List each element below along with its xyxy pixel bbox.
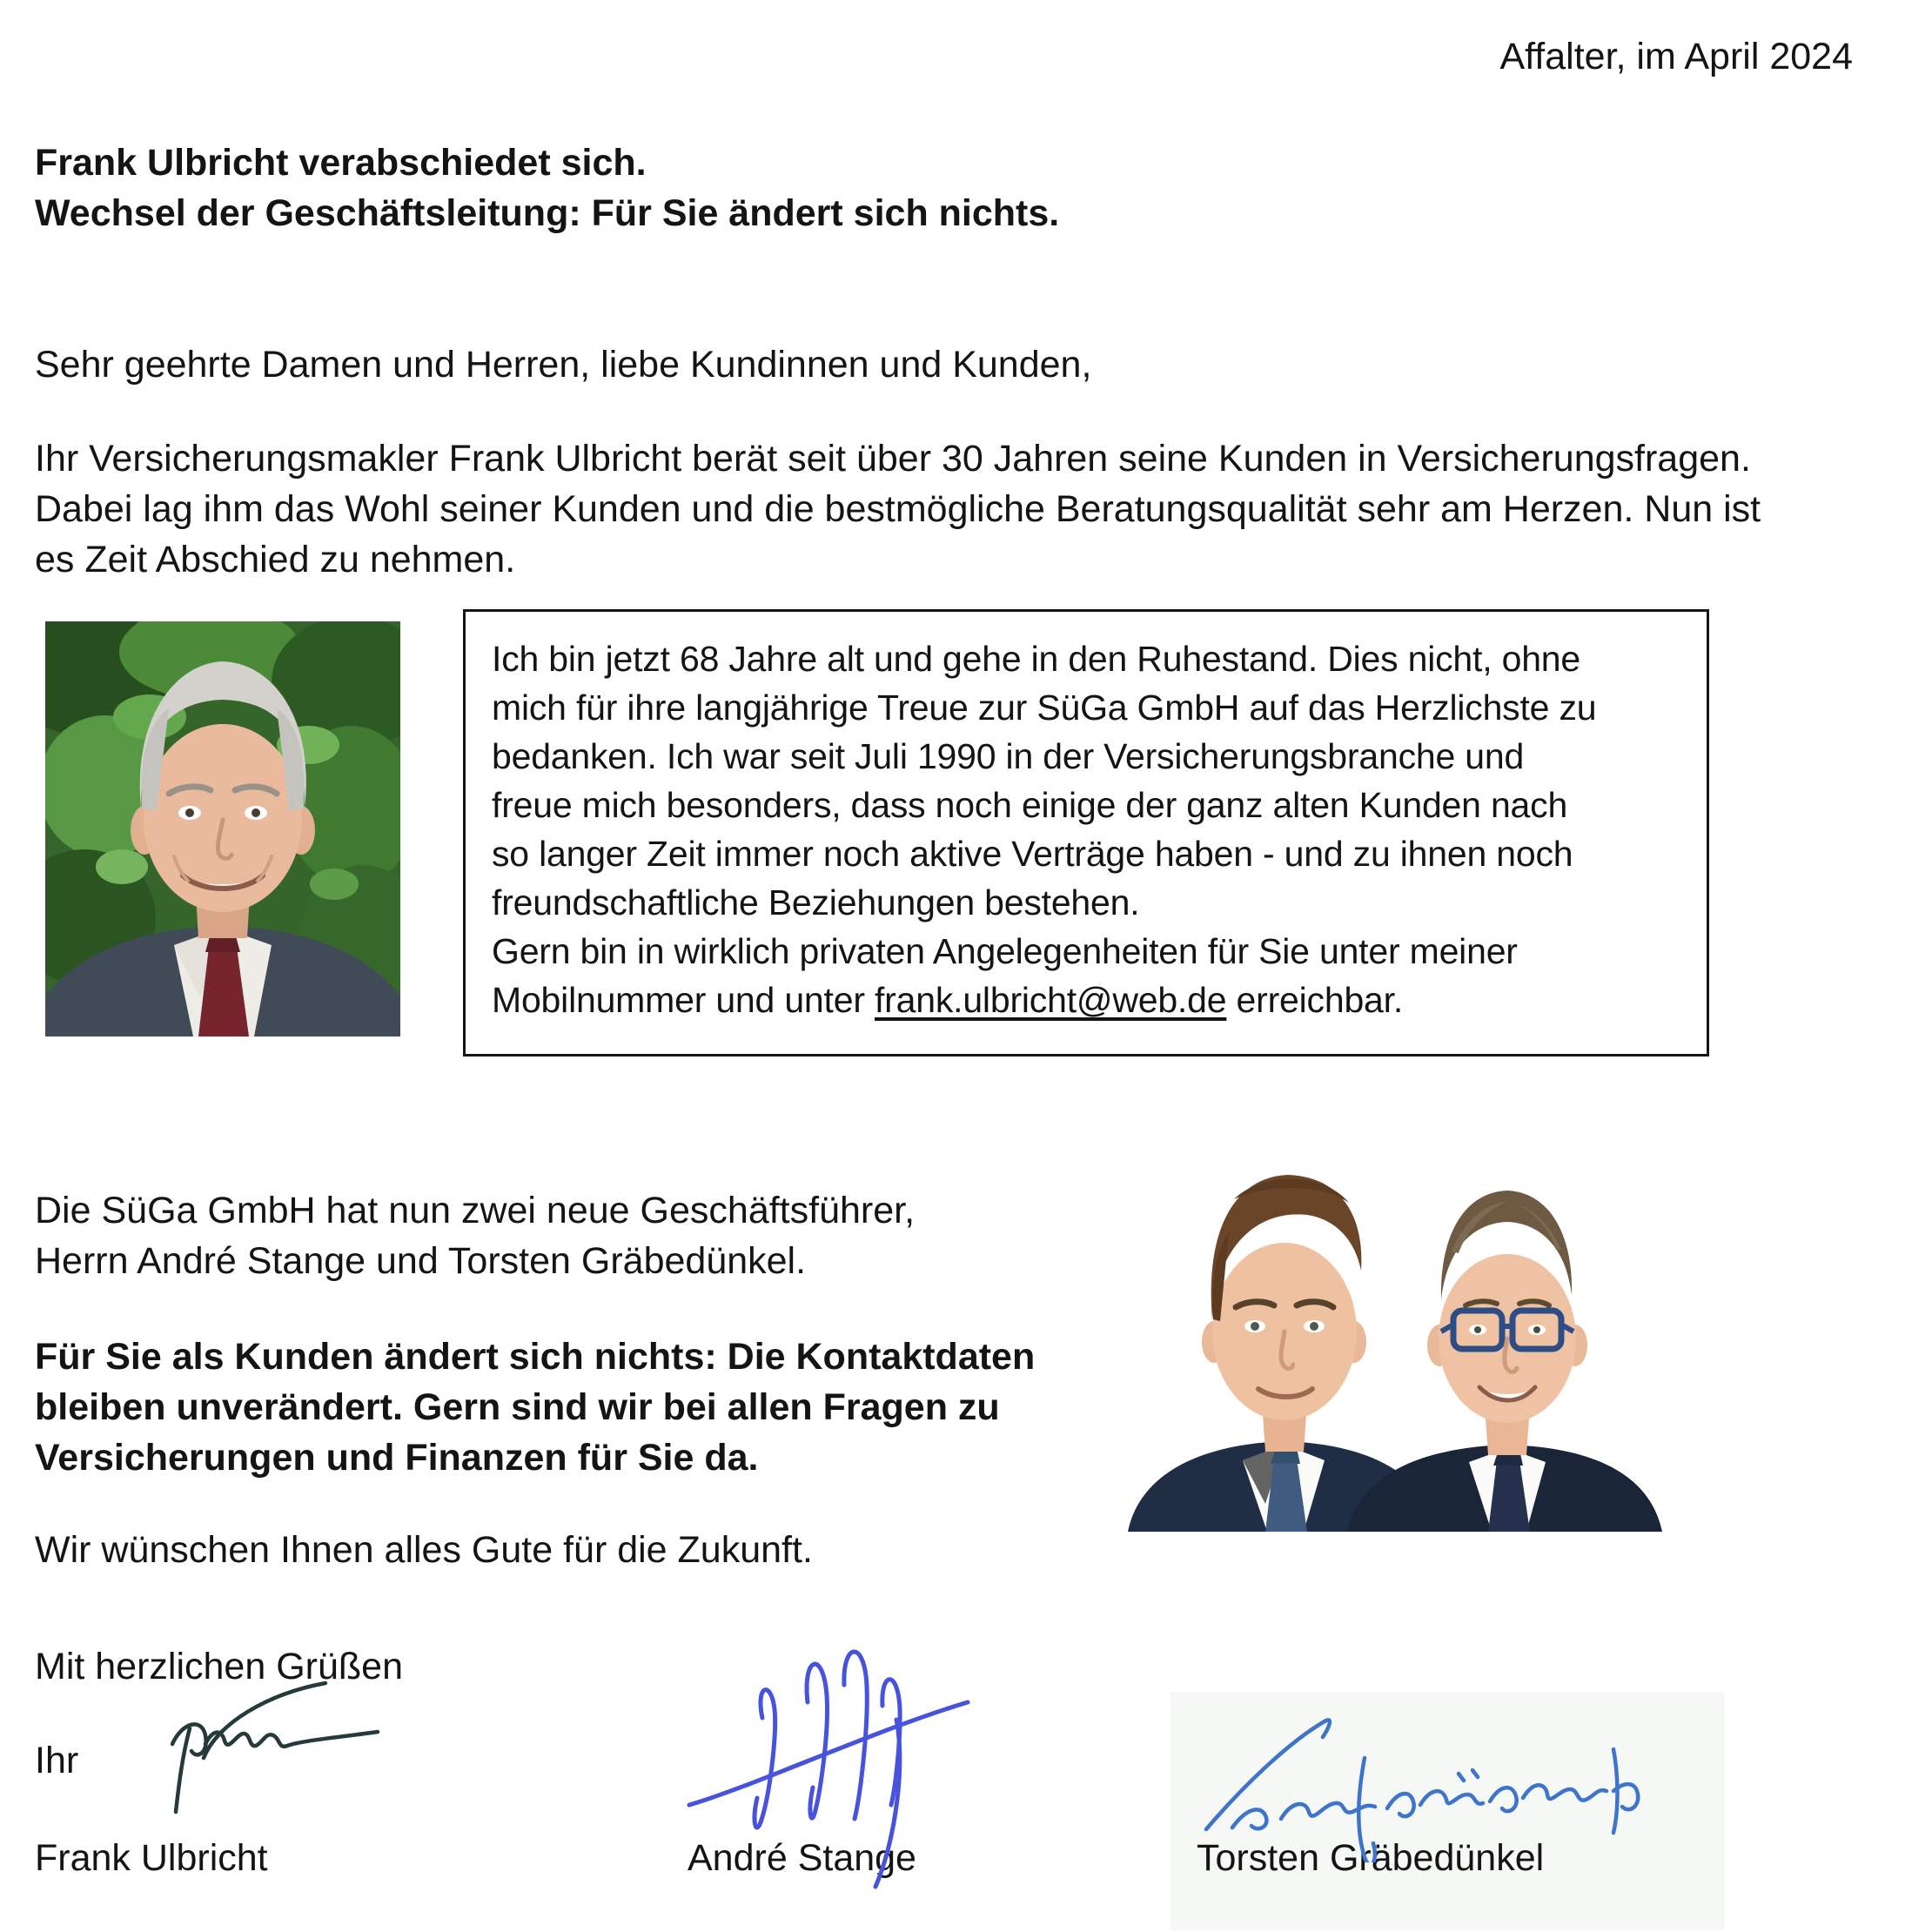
quote-line: so langer Zeit immer noch aktive Verträge haben - und zu ihnen noch <box>492 834 1573 874</box>
closing-pronoun: Ihr <box>35 1740 79 1781</box>
signatory-name-andre: André Stange <box>688 1837 916 1879</box>
signature-torsten-graebeduenkel <box>1194 1697 1751 1862</box>
quote-line: freundschaftliche Beziehungen bestehen. <box>492 882 1140 922</box>
emphasis-line: Versicherungen und Finanzen für Sie da. <box>35 1437 759 1479</box>
quote-last-line-suffix: erreichbar. <box>1226 980 1404 1020</box>
closing-line: Mit herzlichen Grüßen <box>35 1646 403 1687</box>
new-managers-paragraph <box>35 1185 915 1286</box>
email-link[interactable]: frank.ulbricht@web.de <box>874 980 1227 1020</box>
signature-andre-stange <box>679 1633 976 1890</box>
quote-last-line-prefix: Mobilnummer und unter <box>492 980 875 1020</box>
quote-line: freue mich besonders, dass noch einige der ganz alten Kunden nach <box>492 785 1568 825</box>
farewell-quote-box <box>463 609 1709 1057</box>
emphasis-line: bleiben unverändert. Gern sind wir bei allen Fragen zu <box>35 1386 1000 1428</box>
heading-line-1: Frank Ulbricht verabschiedet sich. <box>35 142 647 184</box>
intro-line: es Zeit Abschied zu nehmen. <box>35 539 516 580</box>
intro-line: Dabei lag ihm das Wohl seiner Kunden und die bestmögliche Beratungsqualität sehr am Herzen. Nun ist <box>35 488 1761 530</box>
managers-line-1: Die SüGa GmbH hat nun zwei neue Geschäftsführer, <box>35 1190 916 1231</box>
managers-line-2: Herrn André Stange und Torsten Gräbedünkel. <box>35 1240 807 1282</box>
signatory-name-torsten: Torsten Gräbedünkel <box>1197 1837 1545 1879</box>
quote-last-line <box>492 976 1680 1024</box>
emphasis-paragraph <box>35 1332 1035 1483</box>
signatory-name-frank: Frank Ulbricht <box>35 1837 268 1879</box>
intro-line: Ihr Versicherungsmakler Frank Ulbricht berät seit über 30 Jahren seine Kunden in Versicherungsfragen. <box>35 438 1751 480</box>
dateline: Affalter, im April 2024 <box>1499 36 1853 77</box>
photo-new-managers-image <box>1103 1138 1681 1532</box>
salutation: Sehr geehrte Damen und Herren, liebe Kundinnen und Kunden, <box>35 344 1092 386</box>
letter-heading <box>35 138 1059 238</box>
emphasis-line: Für Sie als Kunden ändert sich nichts: Die Kontaktdaten <box>35 1336 1036 1378</box>
photo-frank-ulbricht <box>45 621 400 1036</box>
heading-line-2: Wechsel der Geschäftsleitung: Für Sie ändert sich nichts. <box>35 192 1060 234</box>
quote-line: bedanken. Ich war seit Juli 1990 in der Versicherungsbranche und <box>492 736 1525 776</box>
intro-paragraph <box>35 433 1761 585</box>
quote-line: mich für ihre langjährige Treue zur SüGa GmbH auf das Herzlichste zu <box>492 688 1597 728</box>
photo-new-managers <box>1103 1138 1681 1532</box>
quote-line: Ich bin jetzt 68 Jahre alt und gehe in den Ruhestand. Dies nicht, ohne <box>492 639 1581 679</box>
photo-frank-ulbricht-image <box>45 621 400 1036</box>
wishes-line: Wir wünschen Ihnen alles Gute für die Zukunft. <box>35 1529 813 1571</box>
quote-line: Gern bin in wirklich privaten Angelegenheiten für Sie unter meiner <box>492 931 1518 971</box>
signature-frank-ulbricht <box>120 1673 386 1822</box>
